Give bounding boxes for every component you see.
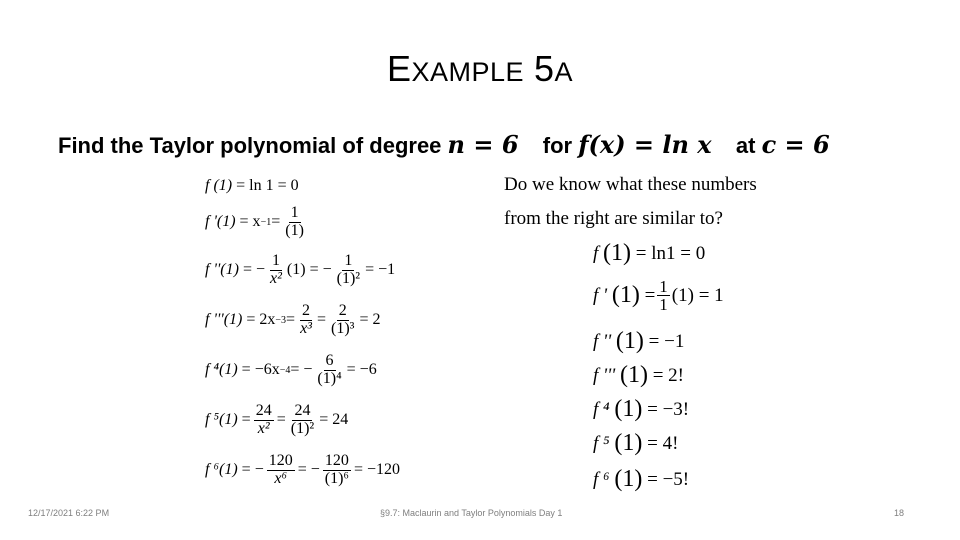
derivative-row-1: f '(1) = x −1 = $\frac{1}{(1)}$: [205, 204, 304, 239]
fraction: $\frac{2}{\text{(1)³}}$: [331, 302, 355, 337]
result-row-6: f ⁶ (1) = −5!: [593, 466, 690, 492]
question-line-1: Do we know what these numbers: [504, 174, 757, 195]
fraction: $\frac{1}{(1)}$: [285, 204, 304, 239]
fraction: $\frac{2}{\text{x³}}$: [300, 302, 312, 337]
title-rest: XAMPLE: [411, 57, 525, 87]
title-suffix: A: [554, 57, 574, 87]
derivative-row-4: f ⁴(1) = −6x −4 = − $\frac{6}{\text{(1)⁴}}$ = −6: [205, 352, 377, 387]
fraction: $\frac{24}{\text{x²}}$: [255, 402, 272, 437]
derivative-row-2: f ''(1) = − $\frac{1}{\text{x²}}$ (1) = − $\frac{1}{\text{(1)²}}$ = −1: [205, 252, 396, 287]
problem-degree: n = 6: [447, 130, 519, 159]
result-row-2: f '' (1) = −1: [593, 328, 685, 354]
result-row-0: f (1) = ln1 = 0: [593, 240, 706, 266]
problem-center: c = 6: [761, 130, 830, 159]
derivative-row-5: f ⁵(1) = $\frac{24}{\text{x²}}$ = $\frac{24}{\text{(1)²}}$ = 24: [205, 402, 349, 437]
fraction: $\frac{1}{\text{x²}}$: [270, 252, 282, 287]
fraction: $\frac{24}{\text{(1)²}}$: [290, 402, 315, 437]
fraction: $\frac{120}{\text{x⁶}}$: [268, 452, 293, 487]
footer-page-number: 18: [894, 508, 905, 518]
title-first-letter: E: [386, 48, 412, 89]
problem-at: at: [735, 133, 756, 158]
fraction: $\frac{120}{\text{(1)⁶}}$: [324, 452, 349, 487]
problem-function: f(x) = ln x: [578, 130, 712, 159]
result-row-5: f ⁵ (1) = 4!: [593, 430, 679, 456]
problem-statement: [58, 130, 830, 159]
footer-section-title: §9.7: Maclaurin and Taylor Polynomials Day 1: [380, 508, 563, 518]
result-row-3: f ''' (1) = 2!: [593, 362, 685, 388]
derivative-row-3: f '''(1) = 2x −3 = $\frac{2}{\text{x³}}$ = $\frac{2}{\text{(1)³}}$ = 2: [205, 302, 381, 337]
derivative-row-0: f (1) = ln 1 = 0: [205, 177, 299, 194]
derivative-row-6: f ⁶(1) = − $\frac{120}{\text{x⁶}}$ = − $\frac{120}{\text{(1)⁶}}$ = −120: [205, 452, 401, 487]
footer-date: 12/17/2021 6:22 PM: [28, 508, 110, 518]
problem-for: for: [542, 133, 573, 158]
fraction: $\frac{1}{\text{(1)²}}$: [336, 252, 361, 287]
fraction: $\frac{6}{\text{(1)⁴}}$: [317, 352, 342, 387]
title-number: 5: [533, 48, 555, 89]
result-row-1: f ' (1) = $\frac{1}{1}$ (1) = 1: [593, 277, 724, 314]
slide-title: [0, 48, 960, 90]
result-row-4: f ⁴ (1) = −3!: [593, 396, 690, 422]
problem-lead: Find the Taylor polynomial of degree: [58, 133, 442, 158]
question-line-2: from the right are similar to?: [504, 208, 723, 229]
fraction: $\frac{1}{1}$: [659, 277, 668, 314]
